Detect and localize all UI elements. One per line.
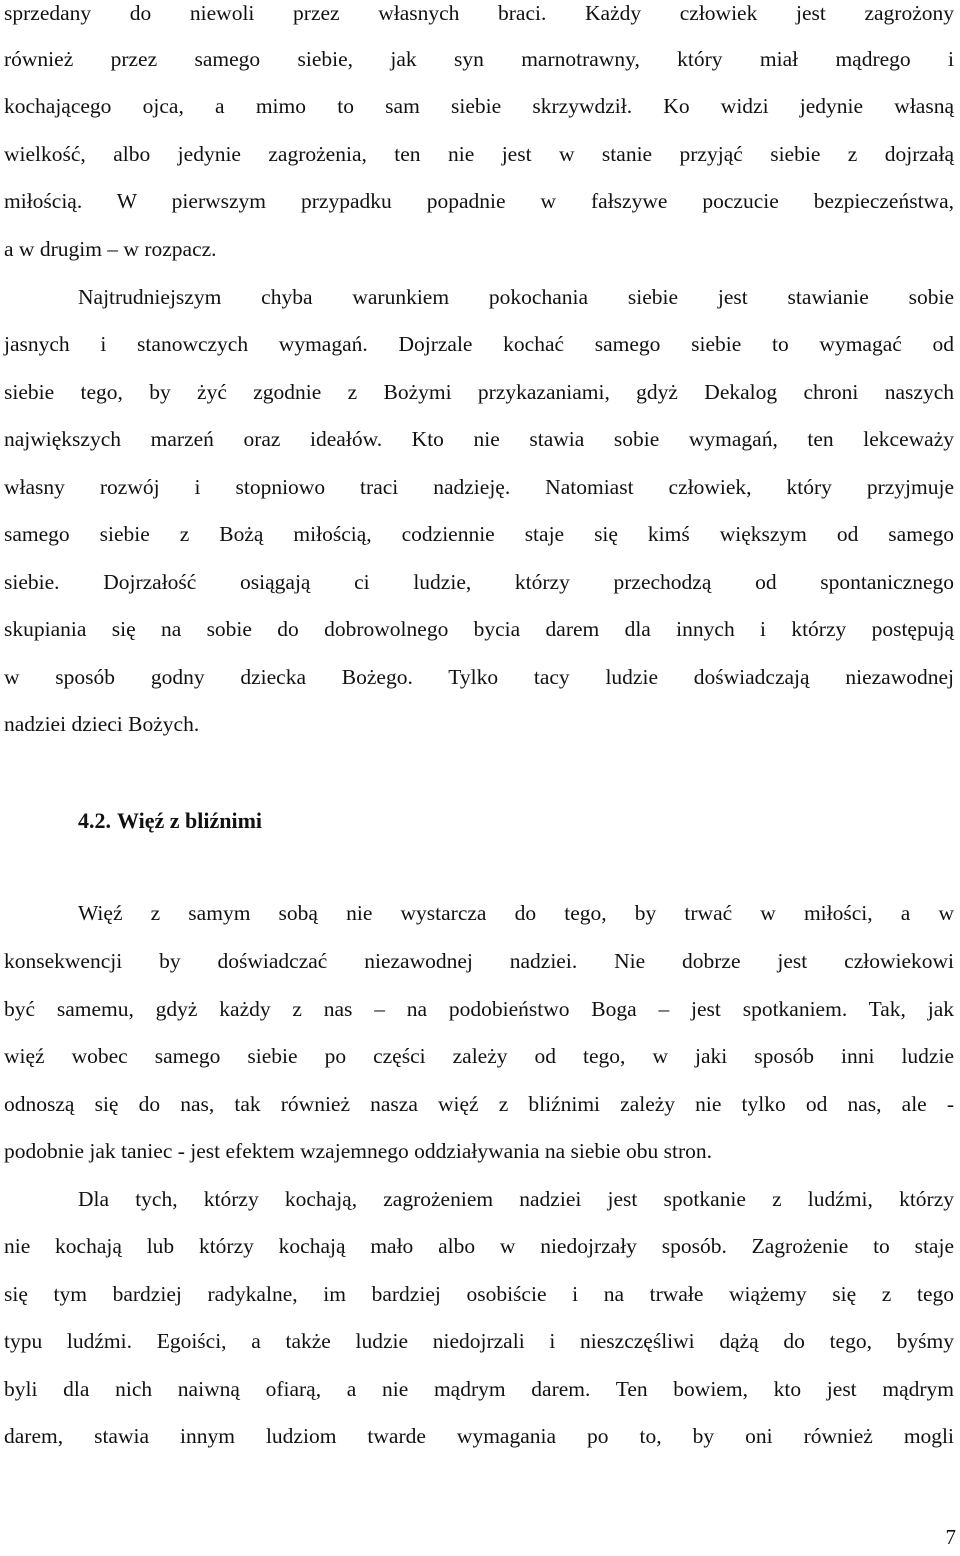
- text-line: w sposób godny dziecka Bożego. Tylko tacy ludzie doświadczają niezawodnej: [4, 665, 954, 689]
- text-line: miłością. W pierwszym przypadku popadnie w fałszywe poczucie bezpieczeństwa,: [4, 189, 954, 213]
- text-line: byli dla nich naiwną ofiarą, a nie mądrym darem. Ten bowiem, kto jest mądrym: [4, 1377, 954, 1401]
- text-line: nie kochają lub którzy kochają mało albo w niedojrzały sposób. Zagrożenie to staje: [4, 1234, 954, 1258]
- text-line: sprzedany do niewoli przez własnych braci. Każdy człowiek jest zagrożony: [4, 1, 954, 25]
- text-line: skupiania się na sobie do dobrowolnego bycia darem dla innych i którzy postępują: [4, 617, 954, 641]
- text-line: Dla tych, którzy kochają, zagrożeniem nadziei jest spotkanie z ludźmi, którzy: [78, 1187, 954, 1211]
- text-line: samego siebie z Bożą miłością, codziennie staje się kimś większym od samego: [4, 522, 954, 546]
- text-line: więź wobec samego siebie po części zależy od tego, w jaki sposób inni ludzie: [4, 1044, 954, 1068]
- text-line: nadziei dzieci Bożych.: [4, 712, 200, 736]
- text-line: odnoszą się do nas, tak również nasza więź z bliźnimi zależy nie tylko od nas, ale -: [4, 1092, 954, 1116]
- text-line: własny rozwój i stopniowo traci nadzieję. Natomiast człowiek, który przyjmuje: [4, 475, 954, 499]
- text-line: być samemu, gdyż każdy z nas – na podobieństwo Boga – jest spotkaniem. Tak, jak: [4, 997, 954, 1021]
- text-line: również przez samego siebie, jak syn marnotrawny, który miał mądrego i: [4, 47, 954, 71]
- text-line: jasnych i stanowczych wymagań. Dojrzale kochać samego siebie to wymagać od: [4, 332, 954, 356]
- text-line: siebie tego, by żyć zgodnie z Bożymi przykazaniami, gdyż Dekalog chroni naszych: [4, 380, 954, 404]
- page-number: 7: [945, 1525, 956, 1549]
- text-line: typu ludźmi. Egoiści, a także ludzie niedojrzali i nieszczęśliwi dążą do tego, byśmy: [4, 1329, 954, 1353]
- section-heading: [78, 804, 262, 838]
- text-line: wielkość, albo jedynie zagrożenia, ten nie jest w stanie przyjąć siebie z dojrzałą: [4, 142, 954, 166]
- text-line: podobnie jak taniec - jest efektem wzajemnego oddziaływania na siebie obu stron.: [4, 1139, 713, 1163]
- section-number: 4.2.: [78, 808, 111, 833]
- section-title: Więź z bliźnimi: [117, 808, 263, 833]
- text-line: Najtrudniejszym chyba warunkiem pokochania siebie jest stawianie sobie: [78, 285, 954, 309]
- text-line: darem, stawia innym ludziom twarde wymagania po to, by oni również mogli: [4, 1424, 954, 1448]
- text-line: się tym bardziej radykalne, im bardziej osobiście i na trwałe wiążemy się z tego: [4, 1282, 954, 1306]
- text-line: a w drugim – w rozpacz.: [4, 237, 217, 261]
- text-line: największych marzeń oraz ideałów. Kto nie stawia sobie wymagań, ten lekceważy: [4, 427, 954, 451]
- text-line: kochającego ojca, a mimo to sam siebie skrzywdził. Ko widzi jedynie własną: [4, 94, 954, 118]
- text-line: siebie. Dojrzałość osiągają ci ludzie, którzy przechodzą od spontanicznego: [4, 570, 954, 594]
- text-line: Więź z samym sobą nie wystarcza do tego, by trwać w miłości, a w: [78, 901, 954, 925]
- text-line: konsekwencji by doświadczać niezawodnej nadziei. Nie dobrze jest człowiekowi: [4, 949, 954, 973]
